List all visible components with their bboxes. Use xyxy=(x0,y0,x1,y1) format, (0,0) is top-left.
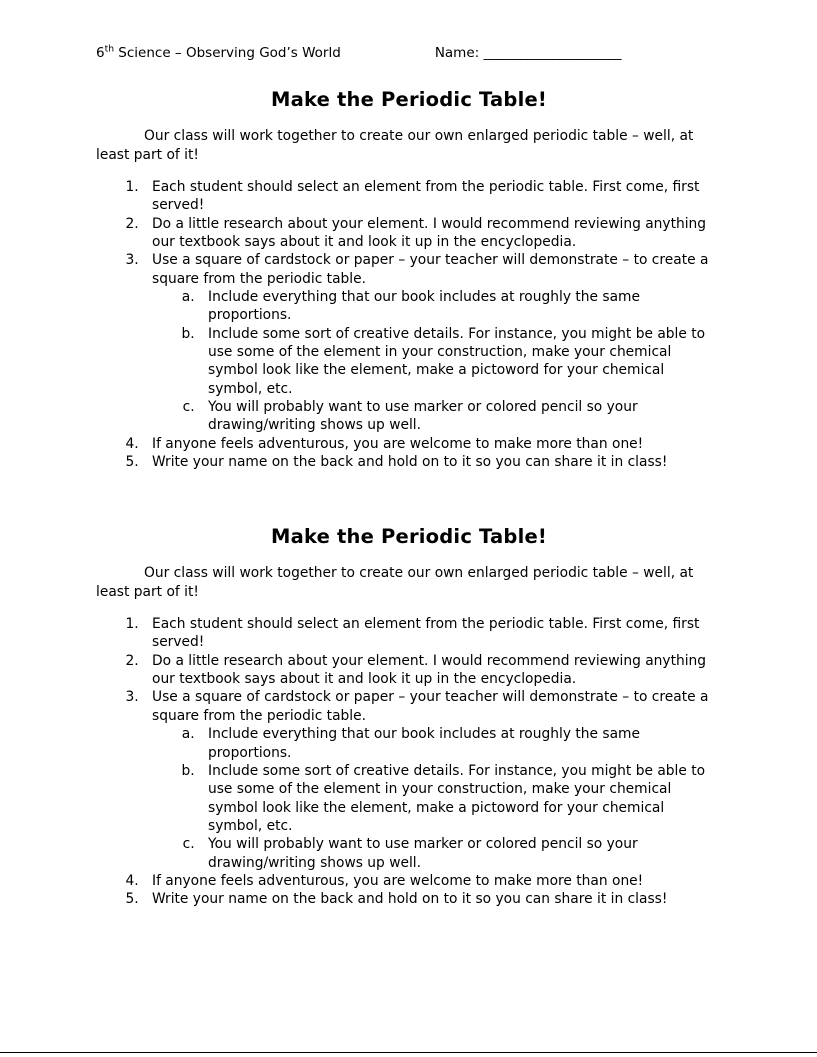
list-item-text: Each student should select an element from the periodic table. First come, first served! xyxy=(152,178,700,214)
list-item xyxy=(143,453,722,471)
list-item xyxy=(143,251,722,434)
sublist-item-text: Include everything that our book includes at roughly the same proportions. xyxy=(208,726,640,761)
instruction-sublist xyxy=(152,288,722,435)
document-header xyxy=(96,44,722,62)
name-label: Name: xyxy=(434,45,480,61)
sublist-item xyxy=(199,288,722,325)
section-title: Make the Periodic Table! xyxy=(271,88,547,112)
list-item-text: Do a little research about your element. I would recommend reviewing anything our textbook says about it and look it up in the encyclopedia. xyxy=(152,652,707,688)
list-item xyxy=(143,890,722,908)
list-item-text: Use a square of cardstock or paper – your teacher will demonstrate – to create a square from the periodic table. xyxy=(152,689,709,724)
name-write-in-line[interactable]: ______________________ xyxy=(483,45,621,61)
sublist-item xyxy=(199,835,722,872)
instruction-list xyxy=(96,178,722,472)
list-item xyxy=(143,435,722,453)
section-intro-paragraph: Our class will work together to create our own enlarged periodic table – well, at least part of it! xyxy=(96,128,694,163)
worksheet-section xyxy=(96,525,722,908)
section-intro-paragraph: Our class will work together to create our own enlarged periodic table – well, at least part of it! xyxy=(96,565,694,600)
name-field-block xyxy=(435,44,621,62)
sublist-item-text: Include some sort of creative details. For instance, you might be able to use some of the element in your construction, make your chemical symbol look like the element, make a pictoword for your chemical symbol, etc. xyxy=(208,762,706,834)
list-item xyxy=(143,688,722,871)
sublist-item-text: You will probably want to use marker or colored pencil so your drawing/writing shows up well. xyxy=(208,836,638,871)
course-line xyxy=(96,44,341,62)
sublist-item xyxy=(199,325,722,398)
sublist-item-text: Include everything that our book includes at roughly the same proportions. xyxy=(208,288,640,324)
worksheet-section xyxy=(96,88,722,471)
instruction-sublist xyxy=(152,725,722,872)
list-item-text: If anyone feels adventurous, you are welcome to make more than one! xyxy=(152,872,644,889)
list-item xyxy=(143,872,722,890)
sublist-item xyxy=(199,762,722,835)
list-item-text: If anyone feels adventurous, you are welcome to make more than one! xyxy=(152,435,644,452)
list-item xyxy=(143,652,722,689)
list-item xyxy=(143,215,722,252)
page-bottom-rule xyxy=(0,1052,817,1053)
list-item-text: Write your name on the back and hold on to it so you can share it in class! xyxy=(152,891,668,908)
document-content xyxy=(96,44,722,909)
course-grade-number: 6 xyxy=(96,45,105,61)
list-item-text: Do a little research about your element. I would recommend reviewing anything our textbook says about it and look it up in the encyclopedia. xyxy=(152,215,707,250)
list-item-text: Each student should select an element from the periodic table. First come, first served! xyxy=(152,616,700,651)
sublist-item-text: Include some sort of creative details. For instance, you might be able to use some of the element in your construction, make your chemical symbol look like the element, make a pictoword for your chemical symbol, etc. xyxy=(208,325,706,397)
list-item-text: Use a square of cardstock or paper – your teacher will demonstrate – to create a square from the periodic table. xyxy=(152,252,709,287)
section-title: Make the Periodic Table! xyxy=(271,525,547,549)
list-item-text: Write your name on the back and hold on to it so you can share it in class! xyxy=(152,454,668,471)
course-title: Science – Observing God’s World xyxy=(114,45,341,61)
instruction-list xyxy=(96,615,722,909)
course-grade-ordinal-suffix: th xyxy=(104,43,115,55)
list-item xyxy=(143,178,722,215)
sublist-item-text: You will probably want to use marker or colored pencil so your drawing/writing shows up well. xyxy=(208,399,638,434)
sublist-item xyxy=(199,725,722,762)
sublist-item xyxy=(199,398,722,435)
list-item xyxy=(143,615,722,652)
